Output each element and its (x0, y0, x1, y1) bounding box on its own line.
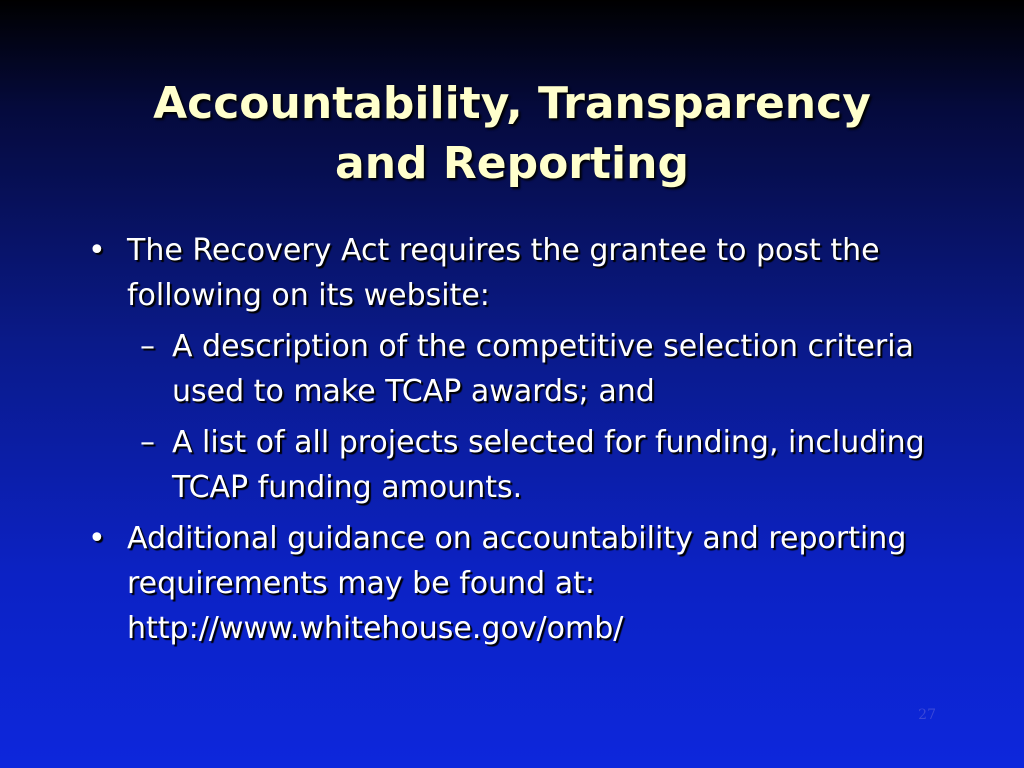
bullet-item (88, 516, 948, 651)
sub-bullet-marker: – (140, 425, 155, 460)
title-line-1: Accountability, Transparency (153, 78, 871, 129)
sub-bullet-item (88, 420, 948, 510)
sub-bullet-item (88, 324, 948, 414)
slide-body (88, 228, 948, 651)
sub-bullet-text: A list of all projects selected for funding, including TCAP funding amounts. (172, 425, 925, 505)
sub-bullet-text: A description of the competitive selection criteria used to make TCAP awards; and (172, 329, 914, 409)
title-line-2: and Reporting (335, 138, 689, 189)
bullet-text: Additional guidance on accountability and reporting requirements may be found at: http://www.whitehouse.gov/omb/ (127, 521, 907, 646)
bullet-marker: • (88, 233, 106, 268)
sub-bullet-marker: – (140, 329, 155, 364)
bullet-marker: • (88, 521, 106, 556)
slide-title (40, 74, 984, 194)
page-number: 27 (918, 707, 936, 723)
bullet-text: The Recovery Act requires the grantee to post the following on its website: (127, 233, 880, 313)
bullet-item (88, 228, 948, 318)
